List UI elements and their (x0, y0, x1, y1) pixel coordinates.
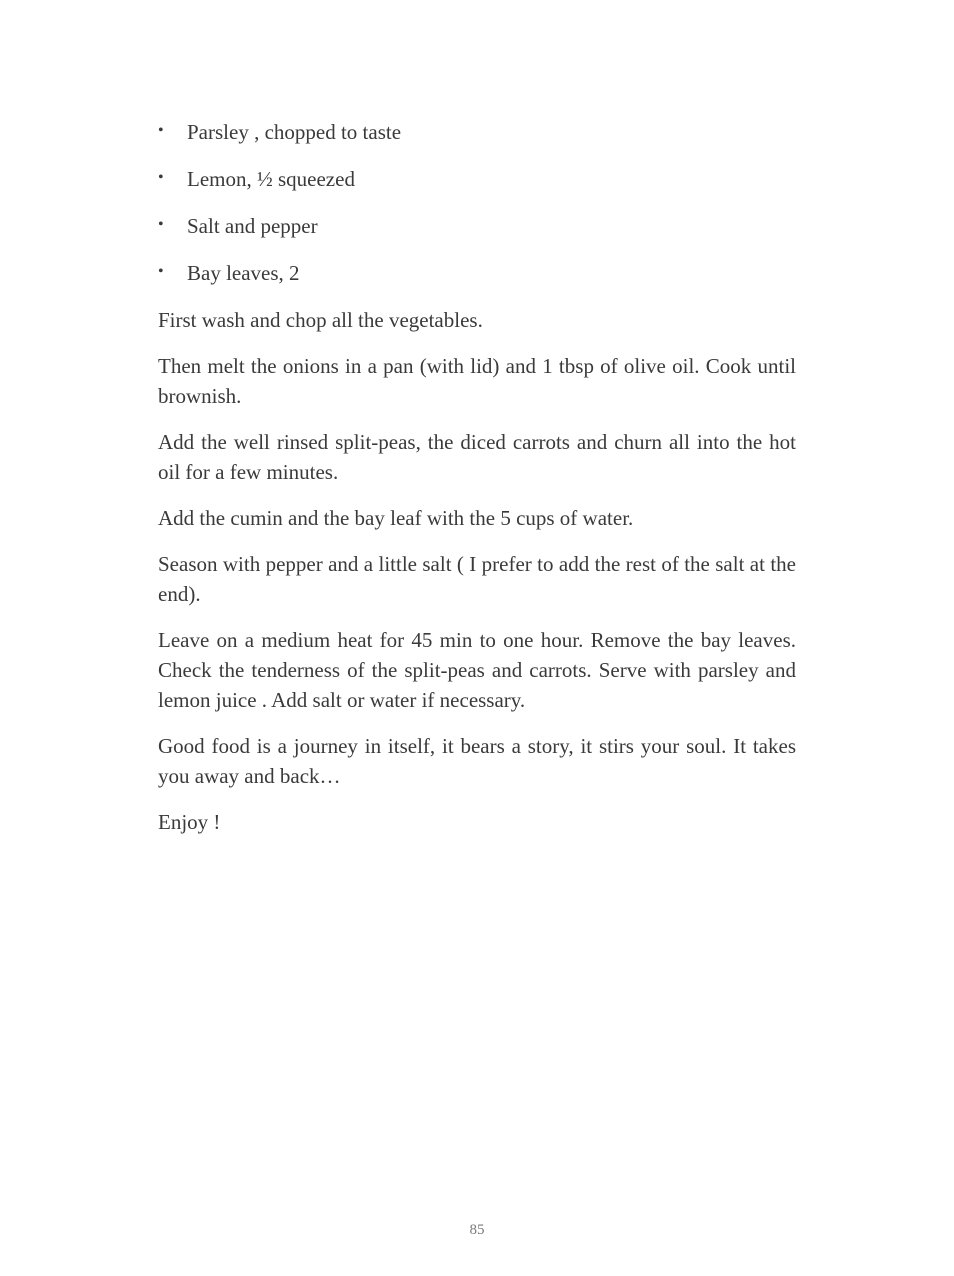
instructions (158, 305, 796, 837)
ingredient-text: Parsley , chopped to taste (187, 120, 402, 144)
instruction-paragraph: Add the cumin and the bay leaf with the 5 cups of water. (158, 506, 634, 530)
ingredient-item (158, 211, 796, 241)
instruction-paragraph: First wash and chop all the vegetables. (158, 308, 483, 332)
page-content (158, 117, 796, 853)
closing-paragraph: Good food is a journey in itself, it bears a story, it stirs your soul. It takes you away and back… (158, 734, 796, 788)
bullet-icon: • (158, 169, 164, 186)
ingredient-item (158, 164, 796, 194)
ingredient-item (158, 117, 796, 147)
instruction-paragraph: Add the well rinsed split-peas, the diced carrots and churn all into the hot oil for a few minutes. (158, 430, 796, 484)
bullet-icon: • (158, 216, 164, 233)
ingredient-text: Bay leaves, 2 (187, 261, 300, 285)
ingredient-list (158, 117, 796, 288)
page-number: 85 (469, 1222, 485, 1238)
bullet-icon: • (158, 263, 164, 280)
instruction-paragraph: Season with pepper and a little salt ( I prefer to add the rest of the salt at the end). (158, 552, 796, 606)
ingredient-text: Salt and pepper (187, 214, 318, 238)
ingredient-item (158, 258, 796, 288)
ingredient-text: Lemon, ½ squeezed (187, 167, 355, 191)
bullet-icon: • (158, 122, 164, 139)
instruction-paragraph: Leave on a medium heat for 45 min to one hour. Remove the bay leaves. Check the tenderness of the split-peas and carrots. Serve with parsley and lemon juice . Add salt or water if necessary. (158, 628, 796, 712)
instruction-paragraph: Then melt the onions in a pan (with lid) and 1 tbsp of olive oil. Cook until brownish. (158, 354, 796, 408)
sign-off: Enjoy ! (158, 810, 221, 834)
